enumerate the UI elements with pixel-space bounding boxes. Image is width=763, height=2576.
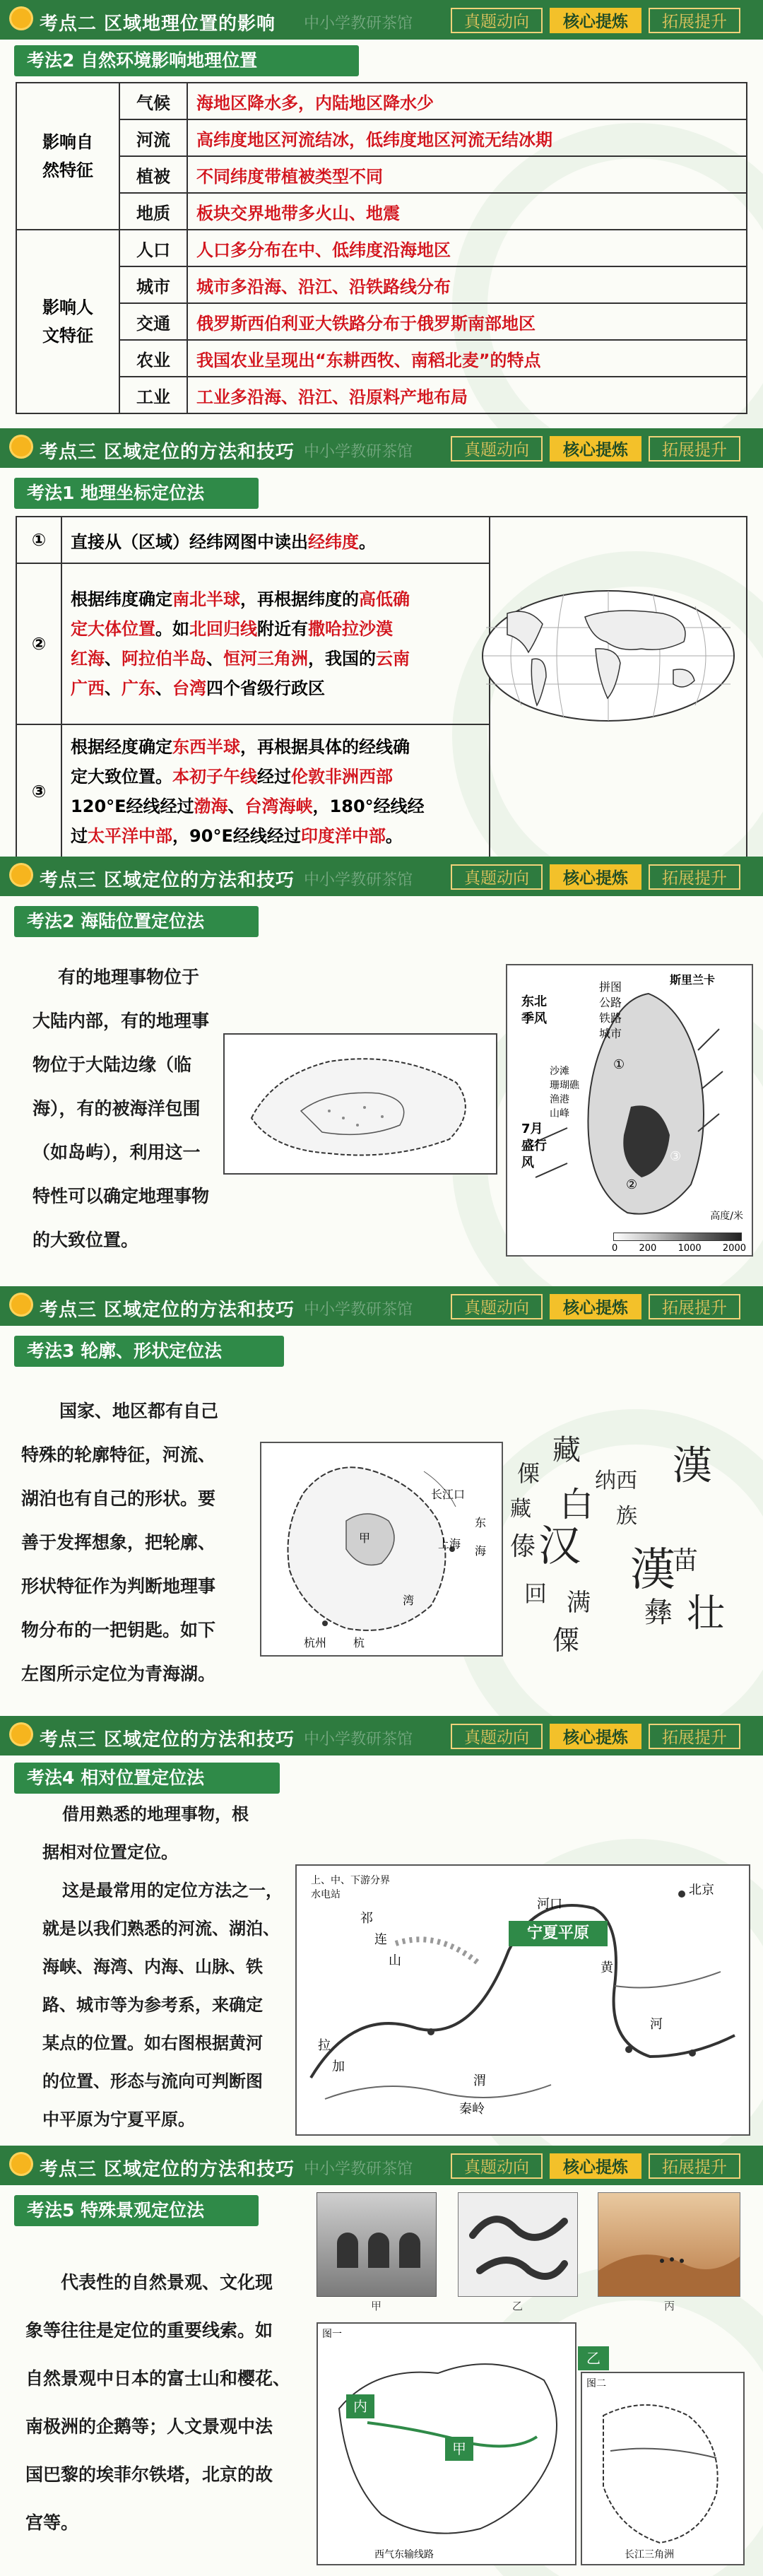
row-highlight: 南北半球 <box>172 589 241 609</box>
watermark: 中小学教研茶馆 <box>304 15 413 33</box>
tab-exam-trend[interactable]: 真题动向 <box>451 1294 543 1319</box>
slide-land-sea-method <box>0 857 763 1295</box>
tab-core-summary[interactable]: 核心提炼 <box>550 864 641 890</box>
scale-ticks <box>612 1243 746 1254</box>
map-label: 秦岭 <box>459 2102 485 2117</box>
figure-label: 图二 <box>586 2378 606 2389</box>
marker-yi: 乙 <box>578 2346 609 2370</box>
map-label: 杭 <box>353 1636 365 1649</box>
row-highlight: 撒哈拉沙漠 <box>308 619 394 639</box>
factor-label: 交通 <box>119 303 187 340</box>
map-label: 东北 <box>521 994 547 1009</box>
row-text: 、 <box>206 649 224 669</box>
map-label: 连 <box>374 1932 387 1947</box>
text-line: 国巴黎的埃菲尔铁塔，北京的故 <box>25 2464 273 2485</box>
legend-label: 山峰 <box>550 1108 569 1119</box>
photo-caption: 甲 <box>371 2300 382 2312</box>
row-text: 、 <box>105 649 122 669</box>
text-line: 湖泊也有自己的形状。要 <box>21 1488 216 1509</box>
tab-exam-trend[interactable]: 真题动向 <box>451 436 543 461</box>
row-text: 定大致位置。 <box>71 767 173 787</box>
row-text: ，90°E经线经过 <box>172 826 301 846</box>
text-line: 海峡、海湾、内海、山脉、铁 <box>42 1957 263 1977</box>
row-text: 、 <box>155 678 173 698</box>
row-text: 经过 <box>257 767 292 787</box>
tab-extension[interactable]: 拓展提升 <box>649 1724 740 1749</box>
row-highlight: 广西 <box>71 678 105 698</box>
photo-cave-dwelling <box>317 2192 437 2297</box>
factor-value: 人口多分布在中、低纬度沿海地区 <box>187 230 747 266</box>
text-line: 海），有的被海洋包围 <box>32 1098 201 1119</box>
row-highlight: 阿拉伯半岛 <box>122 649 207 669</box>
map-label: 北京 <box>689 1883 714 1898</box>
word: 苗 <box>673 1546 699 1575</box>
watermark: 中小学教研茶馆 <box>304 1731 413 1748</box>
summer-monsoon-label <box>521 1121 547 1172</box>
tab-core-summary[interactable]: 核心提炼 <box>550 436 641 461</box>
feature-legend <box>550 1064 579 1121</box>
ningxia-plain-label: 宁夏平原 <box>509 1921 608 1946</box>
slide-header <box>0 1716 763 1755</box>
tab-exam-trend[interactable]: 真题动向 <box>451 864 543 890</box>
sun-icon <box>11 1724 31 1744</box>
map-label: 杭州 <box>304 1636 327 1649</box>
legend-label: 拼图 <box>599 980 622 994</box>
section-subtitle: 考法3 轮廓、形状定位法 <box>14 1336 284 1367</box>
row-highlight: 太平洋中部 <box>88 826 173 846</box>
legend-label: 公路 <box>599 996 622 1009</box>
row-highlight: 红海 <box>71 649 105 669</box>
map-label: 拉 <box>318 2038 331 2053</box>
text-line: 代表性的自然景观、文化现 <box>61 2272 273 2293</box>
elevation-scale-bar <box>613 1233 742 1241</box>
row-text: 四个省级行政区 <box>206 678 326 698</box>
group-label-line2: 然特征 <box>42 160 93 180</box>
word: 傣 <box>510 1532 536 1561</box>
slide-title: 考点三 区域定位的方法和技巧 <box>40 1300 295 1321</box>
slide-outline-shape-method <box>0 1286 763 1724</box>
river-map-shape <box>297 1866 749 2134</box>
legend-label: 沙滩 <box>550 1066 569 1077</box>
text-line: 物位于大陆边缘（临 <box>32 1054 192 1075</box>
map-label: 加 <box>332 2059 345 2074</box>
section-subtitle: 考法2 自然环境影响地理位置 <box>14 45 359 76</box>
legend-label: 铁路 <box>599 1011 622 1025</box>
row-text: 。 <box>359 531 377 552</box>
map-label: 盛行 <box>521 1139 547 1153</box>
map-label: 海 <box>475 1544 487 1558</box>
marker-2: ② <box>626 1177 638 1192</box>
tab-extension[interactable]: 拓展提升 <box>649 2153 740 2179</box>
yangtze-delta-map <box>581 2372 745 2565</box>
row-text: 直接从（区域）经纬网图中读出 <box>71 531 309 552</box>
slide-landscape-method <box>0 2146 763 2576</box>
factor-value: 不同纬度带植被类型不同 <box>187 156 747 193</box>
figure-label: 图一 <box>322 2329 342 2340</box>
factor-label: 工业 <box>119 377 187 413</box>
tab-core-summary[interactable]: 核心提炼 <box>550 8 641 33</box>
legend-label: 城市 <box>599 1027 622 1040</box>
row-highlight: 广东 <box>122 678 156 698</box>
text-line: 左图所示定位为青海湖。 <box>21 1664 216 1684</box>
marker-3: ③ <box>670 1149 682 1164</box>
photo-caption: 乙 <box>512 2300 524 2312</box>
text-line: 特殊的轮廓特征，河流、 <box>21 1445 216 1465</box>
scale-tick: 0 <box>612 1243 618 1254</box>
factor-label: 气候 <box>119 83 187 119</box>
marker-jia: 甲 <box>445 2437 473 2461</box>
tab-extension[interactable]: 拓展提升 <box>649 436 740 461</box>
map-label-jia: 甲 <box>359 1531 371 1545</box>
body-paragraph <box>32 955 230 1262</box>
text-line: 中平原为宁夏平原。 <box>42 2110 195 2129</box>
word: 僳 <box>552 1625 580 1656</box>
row-text: 过 <box>71 826 88 846</box>
sun-icon <box>11 437 31 457</box>
row-highlight: 台湾海峡 <box>244 796 313 816</box>
tab-extension[interactable]: 拓展提升 <box>649 8 740 33</box>
map-label: 季风 <box>521 1011 547 1026</box>
group-label-line2: 文特征 <box>42 326 93 346</box>
province-outline <box>261 1443 502 1655</box>
map-label: 7月 <box>521 1122 543 1136</box>
row-number: ② <box>16 563 61 724</box>
slide-header <box>0 0 763 40</box>
text-line: 借用熟悉的地理事物，根 <box>62 1804 249 1824</box>
china-pipeline-map <box>317 2322 576 2565</box>
influence-table <box>16 82 747 414</box>
body-paragraph <box>25 2259 322 2547</box>
world-map-image <box>479 585 738 727</box>
watermark: 中小学教研茶馆 <box>304 2160 413 2178</box>
row-text: 根据纬度确定 <box>71 589 173 609</box>
word: 藏 <box>552 1434 581 1466</box>
section-subtitle: 考法1 地理坐标定位法 <box>14 478 259 509</box>
row-text: ，我国的 <box>308 649 377 669</box>
legend-boundary: 上、中、下游分界 <box>311 1875 390 1886</box>
slide-header <box>0 2146 763 2185</box>
yellow-river-map <box>295 1864 750 2136</box>
scale-tick: 1000 <box>678 1243 702 1254</box>
factor-label: 农业 <box>119 340 187 377</box>
word: 满 <box>567 1589 591 1617</box>
factor-label: 植被 <box>119 156 187 193</box>
row-highlight: 定大体位置 <box>71 619 156 639</box>
factor-label: 河流 <box>119 119 187 156</box>
watermark: 中小学教研茶馆 <box>304 1301 413 1319</box>
map-label: 上海 <box>438 1537 461 1551</box>
tab-extension[interactable]: 拓展提升 <box>649 1294 740 1319</box>
row-highlight: 云南 <box>376 649 410 669</box>
row-text: ，再根据纬度的 <box>240 589 360 609</box>
text-line: 象等往往是定位的重要线索。如 <box>25 2320 273 2341</box>
text-line: 特性可以确定地理事物 <box>32 1186 210 1206</box>
row-text: 、 <box>105 678 122 698</box>
text-line: 大陆内部，有的地理事 <box>32 1011 210 1031</box>
section-subtitle: 考法2 海陆位置定位法 <box>14 906 259 937</box>
legend-box <box>599 980 622 1042</box>
text-line: 的大致位置。 <box>32 1230 139 1250</box>
legend-label: 渔港 <box>550 1094 569 1105</box>
sun-icon <box>11 865 31 885</box>
word: 族 <box>616 1504 637 1529</box>
watermark: 中小学教研茶馆 <box>304 443 413 461</box>
factor-value: 高纬度地区河流结冰，低纬度地区河流无结冰期 <box>187 119 747 156</box>
slide-title: 考点三 区域定位的方法和技巧 <box>40 2159 295 2180</box>
scale-tick: 200 <box>639 1243 657 1254</box>
slide-header <box>0 1286 763 1326</box>
photo-caption: 丙 <box>664 2300 675 2312</box>
group-label-line1: 影响人 <box>42 298 93 317</box>
legend-label: 珊瑚礁 <box>550 1080 579 1091</box>
marker-nei: 内 <box>346 2394 374 2418</box>
factor-value: 板块交界地带多火山、地震 <box>187 193 747 230</box>
map-label: 黄 <box>601 1960 613 1975</box>
row-highlight: 高低确 <box>359 589 410 609</box>
photo-terrain <box>458 2192 578 2297</box>
text-line: 宫等。 <box>25 2512 79 2533</box>
sri-lanka-map <box>506 964 753 1257</box>
factor-value: 海地区降水多，内陆地区降水少 <box>187 83 747 119</box>
section-subtitle: 考法4 相对位置定位法 <box>14 1763 280 1794</box>
text-line: 自然景观中日本的富士山和樱花、 <box>25 2368 291 2389</box>
slide-relative-position-method <box>0 1716 763 2154</box>
text-line: 南极洲的企鹅等；人文景观中法 <box>25 2416 273 2437</box>
map-label: 渭 <box>473 2074 486 2088</box>
tab-core-summary[interactable]: 核心提炼 <box>550 2153 641 2179</box>
map-label: 山 <box>389 1953 401 1968</box>
legend-hydropower: 水电站 <box>311 1889 341 1900</box>
scale-tick: 2000 <box>722 1243 746 1254</box>
word: 回 <box>524 1580 548 1607</box>
factor-value: 城市多沿海、沿江、沿铁路线分布 <box>187 266 747 303</box>
row-highlight: 本初子午线 <box>172 767 258 787</box>
word: 壮 <box>687 1591 725 1635</box>
factor-label: 地质 <box>119 193 187 230</box>
row-text: 120°E经线经过 <box>71 796 194 816</box>
slide-title: 考点三 区域定位的方法和技巧 <box>40 1729 295 1751</box>
row-highlight: 北回归线 <box>189 619 258 639</box>
text-line: 就是以我们熟悉的河流、湖泊、 <box>42 1919 280 1939</box>
row-text: ，再根据具体的经线确 <box>240 737 410 757</box>
map-label: 湾 <box>403 1594 415 1607</box>
row-number: ① <box>16 517 61 563</box>
text-line: 物分布的一把钥匙。如下 <box>21 1620 216 1640</box>
marker-1: ① <box>613 1057 625 1072</box>
factor-label: 城市 <box>119 266 187 303</box>
text-line: 某点的位置。如右图根据黄河 <box>42 2033 263 2053</box>
slide-geo-location-influence <box>0 0 763 438</box>
scale-title: 高度/米 <box>710 1211 743 1222</box>
word: 漢 <box>673 1443 712 1489</box>
group-label-line1: 影响自 <box>42 132 93 152</box>
row-text: 、 <box>227 796 245 816</box>
factor-value: 我国农业呈现出“东耕西牧、南稻北麦”的特点 <box>187 340 747 377</box>
text-line: 有的地理事物位于 <box>58 967 200 987</box>
section-subtitle: 考法5 特殊景观定位法 <box>14 2195 259 2226</box>
slide-title: 考点二 区域地理位置的影响 <box>40 13 276 35</box>
text-line: 这是最常用的定位方法之一， <box>62 1881 283 1900</box>
sun-icon <box>11 2154 31 2174</box>
slide-title: 考点三 区域定位的方法和技巧 <box>40 442 295 463</box>
map-label: 风 <box>521 1155 534 1170</box>
tab-exam-trend[interactable]: 真题动向 <box>451 8 543 33</box>
row-highlight: 印度洋中部 <box>300 826 386 846</box>
photo-desert <box>598 2192 740 2297</box>
tab-exam-trend[interactable]: 真题动向 <box>451 1724 543 1749</box>
slide-header <box>0 428 763 468</box>
row-highlight: 渤海 <box>194 796 228 816</box>
factor-value: 工业多沿海、沿江、沿原料产地布局 <box>187 377 747 413</box>
body-paragraph <box>21 1389 254 1696</box>
factor-value: 俄罗斯西伯利亚大铁路分布于俄罗斯南部地区 <box>187 303 747 340</box>
delta-label: 长江三角洲 <box>625 2549 674 2560</box>
text-line: 善于发挥想象，把轮廓、 <box>21 1532 216 1553</box>
row-text: 附近有 <box>257 619 309 639</box>
text-line: （如岛屿），利用这一 <box>32 1142 201 1163</box>
map-label: 河 <box>650 2017 663 2032</box>
row-text: ，180°经线经 <box>312 796 425 816</box>
map-title: 斯里兰卡 <box>670 973 716 987</box>
slide-coordinate-method <box>0 428 763 866</box>
row-highlight: 恒河三角洲 <box>223 649 309 669</box>
sun-icon <box>11 1295 31 1315</box>
map-label: 东 <box>475 1516 487 1529</box>
sun-icon <box>11 8 31 28</box>
row-highlight: 伦敦非洲西部 <box>291 767 394 787</box>
word: 纳西 <box>595 1469 637 1493</box>
word: 白 <box>560 1485 594 1524</box>
map-label: 长江口 <box>431 1488 466 1501</box>
row-text: 根据经度确定 <box>71 737 173 757</box>
outline-map <box>260 1442 503 1657</box>
tab-core-summary[interactable]: 核心提炼 <box>550 1724 641 1749</box>
text-line: 形状特征作为判断地理事 <box>21 1576 216 1596</box>
row-highlight: 东西半球 <box>172 737 241 757</box>
text-line: 据相对位置定位。 <box>42 1842 178 1862</box>
tab-exam-trend[interactable]: 真题动向 <box>451 2153 543 2179</box>
word: 傈 <box>517 1460 540 1487</box>
slide-header <box>0 857 763 896</box>
row-highlight: 台湾 <box>172 678 207 698</box>
slide-title: 考点三 区域定位的方法和技巧 <box>40 870 295 891</box>
factor-label: 人口 <box>119 230 187 266</box>
map-label: 河口 <box>537 1897 562 1912</box>
watermark: 中小学教研茶馆 <box>304 871 413 889</box>
body-paragraph <box>42 1795 311 2139</box>
text-line: 国家、地区都有自己 <box>59 1401 219 1421</box>
word: 藏 <box>510 1497 531 1522</box>
word: 漢 <box>630 1544 675 1596</box>
row-highlight: 经纬度 <box>308 531 360 552</box>
tab-core-summary[interactable]: 核心提炼 <box>550 1294 641 1319</box>
ethnic-word-cloud <box>510 1413 750 1668</box>
route-label: 西气东输线路 <box>374 2549 434 2560</box>
word: 彝 <box>644 1596 673 1629</box>
delta-outline <box>582 2373 743 2564</box>
tab-extension[interactable]: 拓展提升 <box>649 864 740 890</box>
inland-region-map <box>223 1033 497 1175</box>
word: 汉 <box>538 1522 581 1571</box>
monsoon-label <box>521 994 547 1028</box>
row-number: ③ <box>16 724 61 859</box>
map-label: 祁 <box>360 1911 373 1926</box>
text-line: 路、城市等为参考系，来确定 <box>42 1995 263 2015</box>
text-line: 的位置、形态与流向可判断图 <box>42 2071 263 2091</box>
row-text: 。 <box>385 826 403 846</box>
row-text: 。如 <box>155 619 190 639</box>
